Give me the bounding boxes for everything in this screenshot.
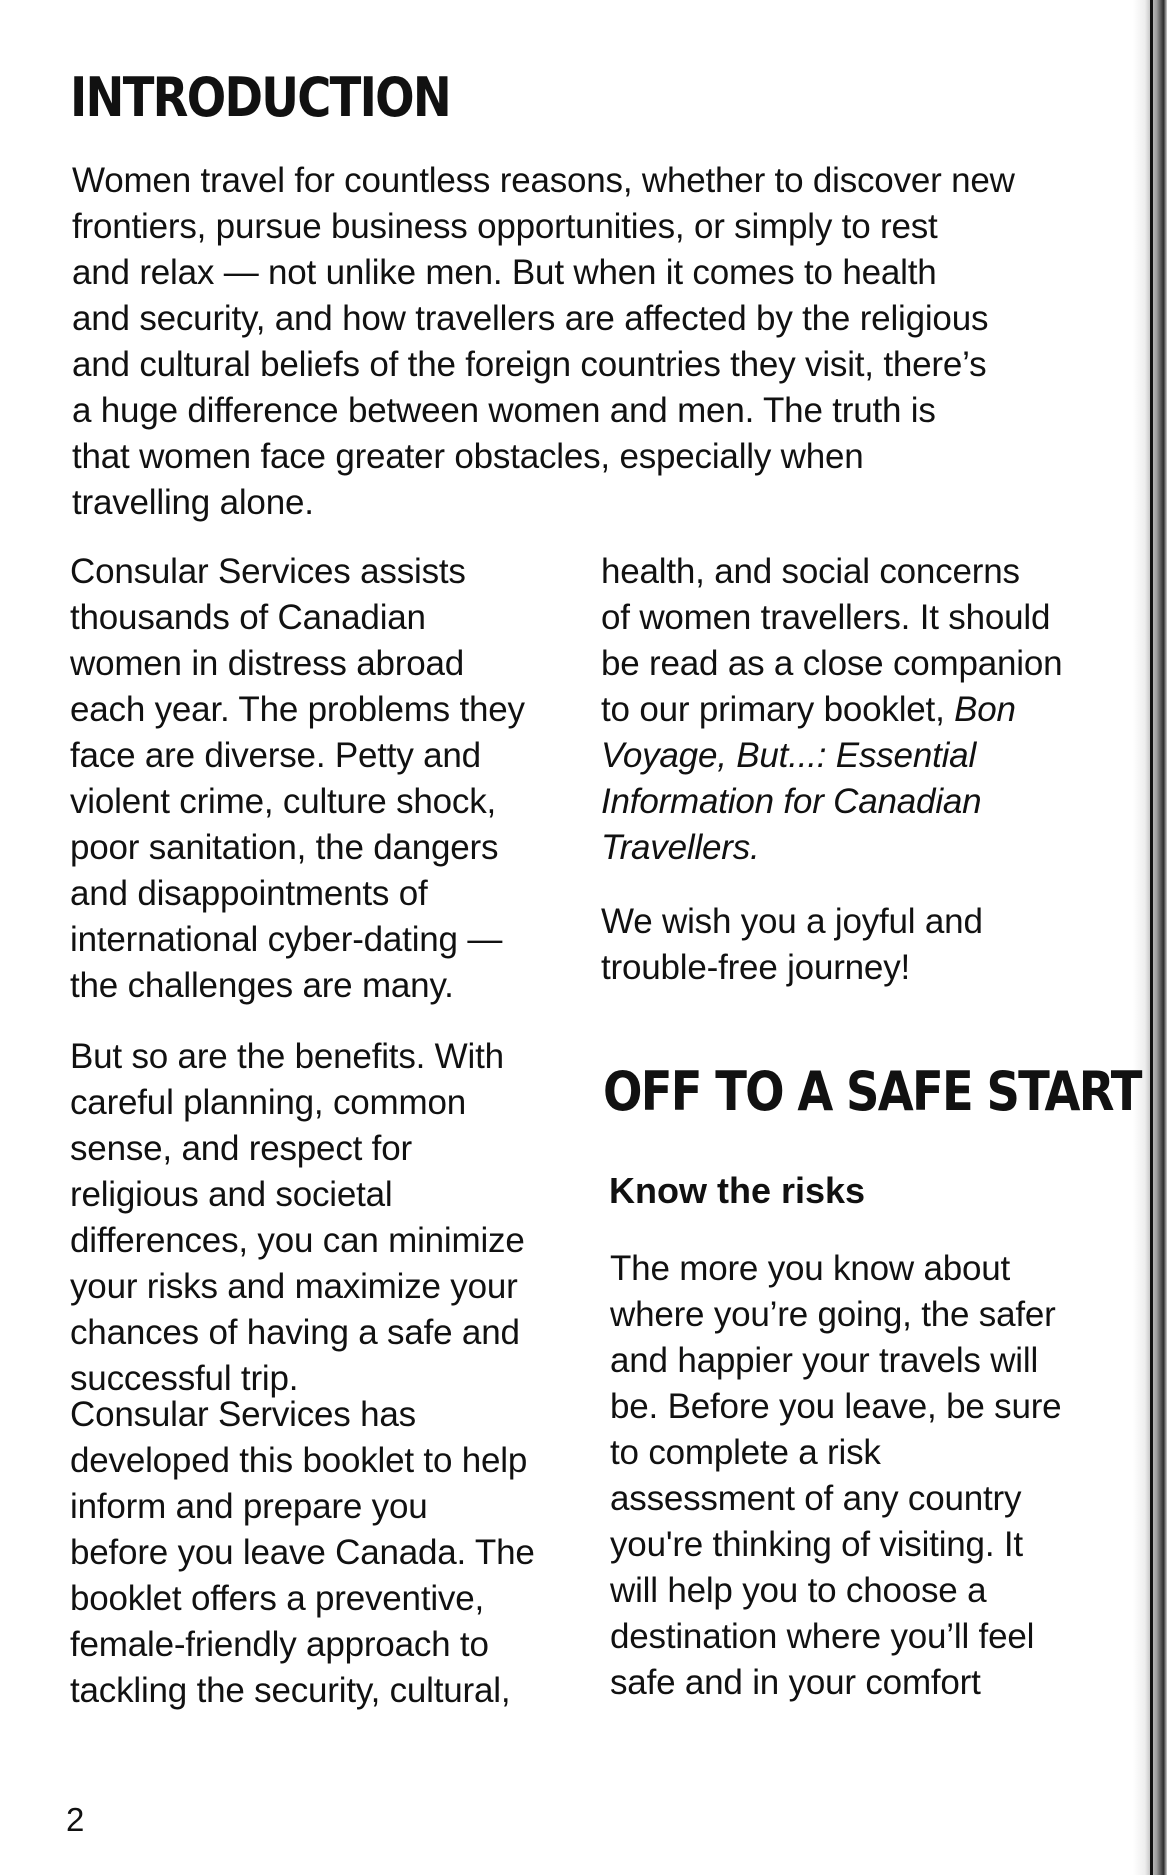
text-line: and disappointments of — [70, 874, 428, 913]
text-line: and cultural beliefs of the foreign countries they visit, there’s — [72, 345, 987, 384]
text-line: inform and prepare you — [70, 1487, 428, 1526]
text-line: women in distress abroad — [70, 644, 465, 683]
text-line: health, and social concerns — [601, 552, 1020, 591]
text-line: safe and in your comfort — [610, 1663, 981, 1702]
text-line: frontiers, pursue business opportunities, or simply to rest — [72, 207, 938, 246]
text-line: before you leave Canada. The — [70, 1533, 535, 1572]
book-title-text: Bon — [954, 690, 1016, 729]
introduction-heading: INTRODUCTION — [70, 66, 451, 129]
right-paragraph-1 — [601, 549, 1121, 871]
text-line — [601, 779, 1121, 825]
text-line: Women travel for countless reasons, whether to discover new — [72, 161, 1015, 200]
text-line: your risks and maximize your — [70, 1267, 518, 1306]
text-line: the challenges are many. — [70, 966, 454, 1005]
text-line: trouble-free journey! — [601, 948, 911, 987]
text-line: We wish you a joyful and — [601, 902, 983, 941]
text-line: careful planning, common — [70, 1083, 466, 1122]
text-line: you're thinking of visiting. It — [610, 1525, 1023, 1564]
text-line: will help you to choose a — [610, 1571, 987, 1610]
subheading: Know the risks — [609, 1170, 866, 1211]
section-heading: OFF TO A SAFE START — [603, 1060, 1141, 1123]
scan-edge-line — [1150, 0, 1153, 1875]
text-line: face are diverse. Petty and — [70, 736, 481, 775]
text-line: international cyber-dating — — [70, 920, 503, 959]
text-line: The more you know about — [610, 1249, 1011, 1288]
text-line: be read as a close companion — [601, 644, 1063, 683]
text-line: successful trip. — [70, 1359, 299, 1398]
text-line — [601, 733, 1121, 779]
text-line — [601, 687, 1121, 733]
text-line: where you’re going, the safer — [610, 1295, 1056, 1334]
text-line: that women face greater obstacles, especially when — [72, 437, 864, 476]
text-line: tackling the security, cultural, — [70, 1671, 511, 1710]
text-line: a huge difference between women and men. The truth is — [72, 391, 936, 430]
text-line: Consular Services has — [70, 1395, 416, 1434]
text-line: assessment of any country — [610, 1479, 1022, 1518]
text-line: chances of having a safe and — [70, 1313, 520, 1352]
left-paragraph-3 — [70, 1392, 610, 1714]
left-paragraph-2 — [70, 1034, 610, 1402]
text-line: to complete a risk — [610, 1433, 881, 1472]
text-line: developed this booklet to help — [70, 1441, 528, 1480]
book-title-text: Travellers. — [601, 828, 760, 867]
text-line: Consular Services assists — [70, 552, 466, 591]
text-line: of women travellers. It should — [601, 598, 1051, 637]
text-line: violent crime, culture shock, — [70, 782, 497, 821]
text-line: differences, you can minimize — [70, 1221, 525, 1260]
text-line: religious and societal — [70, 1175, 393, 1214]
text-line: sense, and respect for — [70, 1129, 412, 1168]
text-line: destination where you’ll feel — [610, 1617, 1035, 1656]
text-line: poor sanitation, the dangers — [70, 828, 499, 867]
text-line: travelling alone. — [72, 483, 314, 522]
book-title-text: Voyage, But...: Essential — [601, 736, 977, 775]
text-line: But so are the benefits. With — [70, 1037, 504, 1076]
text-line: and relax — not unlike men. But when it comes to health — [72, 253, 937, 292]
right-paragraph-3 — [610, 1246, 1110, 1706]
left-paragraph-1 — [70, 549, 590, 1009]
text-line: thousands of Canadian — [70, 598, 426, 637]
text-line: and security, and how travellers are affected by the religious — [72, 299, 989, 338]
text-line: booklet offers a preventive, — [70, 1579, 485, 1618]
text-line: and happier your travels will — [610, 1341, 1039, 1380]
page-number: 2 — [66, 1801, 85, 1838]
text-line — [601, 825, 1121, 871]
book-title-text: Information for Canadian — [601, 782, 982, 821]
text-line: each year. The problems they — [70, 690, 525, 729]
text-line: be. Before you leave, be sure — [610, 1387, 1062, 1426]
text-line: female-friendly approach to — [70, 1625, 489, 1664]
intro-paragraph — [72, 158, 1092, 526]
text-segment: to our primary booklet, — [601, 690, 955, 729]
right-paragraph-2 — [601, 899, 1121, 991]
